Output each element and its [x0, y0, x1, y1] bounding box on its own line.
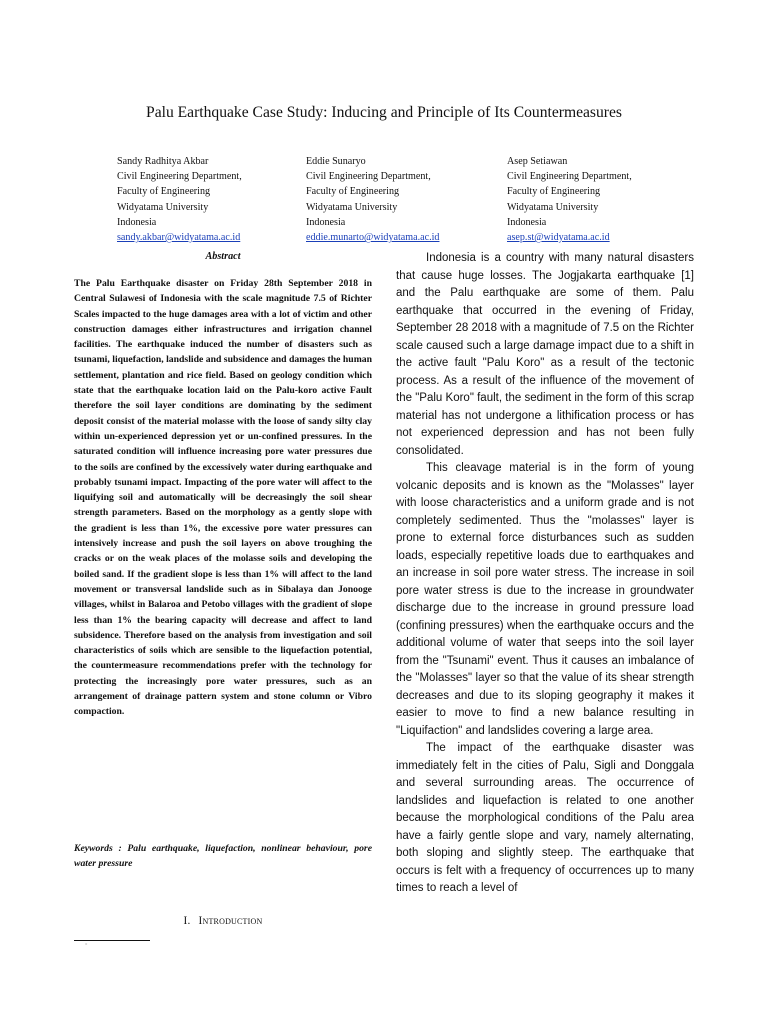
- author-block: [117, 154, 317, 245]
- author-name: Eddie Sunaryo: [306, 156, 366, 167]
- author-block: [507, 154, 707, 245]
- author-department: Civil Engineering Department,: [306, 171, 431, 183]
- author-name: Sandy Radhitya Akbar: [117, 156, 209, 167]
- abstract-body: The Palu Earthquake disaster on Friday 28th September 2018 in Central Sulawesi of Indonesia with the scale magnitude 7.5 of Richter Scales impacted to the huge damages area with a lot of victim and other construction damages either infrastructures and irrigation channel facilities. The earthquake induced the number of disasters such as tsunami, liquefaction, landslide and subsidence and damages the human settlement, plantation and rice field. Based on geology condition which state that the earthquake location laid on the Palu-koro active Fault therefore the soil layer conditions are dominating by the sediment deposit consist of the material molasse with the loose of sandy silty clay within un-experienced depression yet or un-confined pressures. In the saturated condition will influence increasing pore water pressures due to the soils are confined by the excessively water during earthquake and probably tsunami impact. Impacting of the pore water will affect to the liquifying soil and automatically will be decreasingly the soil shear strength parameters. Based on the morphology as a gently slope with the gradient is less than 1%, the excessive pore water pressures can intensively increase and push the soil layers on above troughing the cracks or on the weak places of the molasse soils and developing the boiled sand. If the gradient slope is less than 1% will affect to the land movement or transversal landslide such as in Sibalaya dan Jonooge villages, whilst in Balaroa and Petobo villages with the gradient of slope less than 1% the bearing capacity will decrease and affect to land subsidence. Therefore based on the analysis from investigation and soil characteristics of soils which are sensible to the liquefaction potential, the countermeasure recommendations prefer with the technology for protecting the increasingly pore water pressures, such as an arrangement of drainage pattern system and stone column or Vibro compaction.: [74, 278, 372, 718]
- footnote-rule: [74, 940, 150, 941]
- footnote-mark: °: [85, 943, 88, 949]
- introduction-paragraph: This cleavage material is in the form of young volcanic deposits and is known as the "Molasses" layer with loose characteristics and a uniform grade and is not completely sedimented. Thus the "molasses" layer is prone to external force disturbances such as sudden loads, especially repetitive loads due to earthquakes and an increase in soil pore water stress. The increase in soil pore water stress is due to the increase in groundwater discharge due to the increase in ground pressure load (confining pressures) when the earthquake occurs and the additional volume of water that seeps into the soil layer from the "Tsunami" event. Thus it causes an imbalance of the "Molasses" layer so that the value of its shear strength decreases and due to its sloping geography it makes it easier to move to find a new balance resulting in "Liquifaction" and landslides covering a large area.: [396, 462, 694, 737]
- paper-title: Palu Earthquake Case Study: Inducing and Principle of Its Countermeasures: [146, 104, 622, 121]
- author-email-link[interactable]: sandy.akbar@widyatama.ac.id: [117, 232, 241, 244]
- author-email-link[interactable]: eddie.munarto@widyatama.ac.id: [306, 232, 440, 244]
- author-country: Indonesia: [117, 216, 157, 228]
- author-faculty: Faculty of Engineering: [117, 186, 211, 198]
- author-email-link[interactable]: asep.st@widyatama.ac.id: [507, 232, 610, 244]
- author-department: Civil Engineering Department,: [507, 171, 632, 183]
- author-department: Civil Engineering Department,: [117, 171, 242, 183]
- author-university: Widyatama University: [507, 201, 599, 213]
- keywords: Keywords : Palu earthquake, liquefaction, nonlinear behaviour, pore water pressure: [74, 843, 372, 870]
- author-country: Indonesia: [306, 216, 346, 228]
- author-name: Asep Setiawan: [507, 156, 568, 167]
- section-heading: [74, 913, 372, 929]
- introduction-body: [396, 250, 694, 898]
- author-block: [306, 154, 506, 245]
- author-country: Indonesia: [507, 216, 547, 228]
- introduction-paragraph: The impact of the earthquake disaster was immediately felt in the cities of Palu, Sigli and Donggala and several surrounding areas. The occurrence of landslides and liquefaction is related to one another because the morphological conditions of the Palu area have a fairly gentle slope and vary, namely alternating, both sloping and slightly steep. The earthquake that occurs is felt with a frequency of occurrences up to many times to reach a level of: [396, 742, 694, 894]
- author-faculty: Faculty of Engineering: [306, 186, 400, 198]
- section-number: I.: [183, 915, 191, 927]
- section-title: Introduction: [198, 915, 263, 927]
- author-university: Widyatama University: [306, 201, 398, 213]
- abstract-heading: Abstract: [205, 251, 241, 262]
- author-university: Widyatama University: [117, 201, 209, 213]
- author-faculty: Faculty of Engineering: [507, 186, 601, 198]
- introduction-paragraph: Indonesia is a country with many natural disasters that cause huge losses. The Jogjakarta earthquake [1] and the Palu earthquake are some of them. Palu earthquake that occurred in the evening of Friday, September 28 2018 with a magnitude of 7.5 on the Richter scale caused such a large damage impact due to a shift in the active fault "Palu Koro" as a result of the tectonic process. As a result of the influence of the movement of the "Palu Koro" fault, the sediment in the form of this scrap material has not undergone a lithification process or has not experienced depression and has not been fully consolidated.: [396, 252, 694, 457]
